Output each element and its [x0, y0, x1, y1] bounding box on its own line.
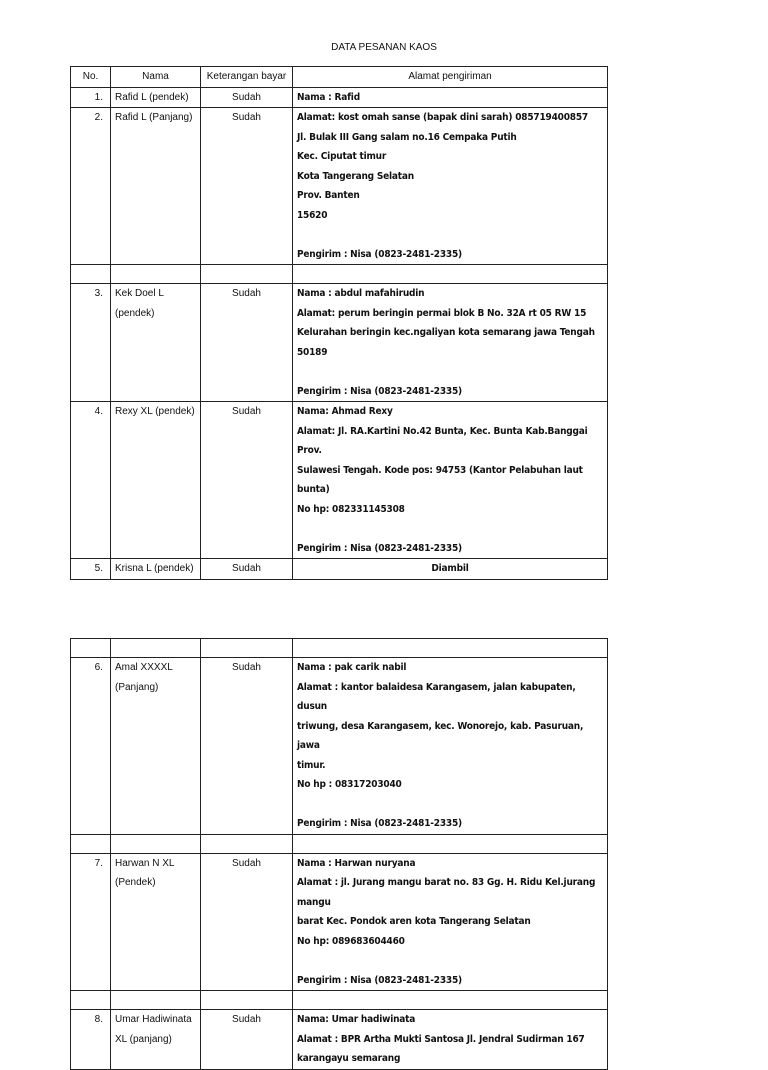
alamat-line: Pengirim : Nisa (0823-2481-2335) — [297, 248, 462, 260]
alamat-line — [297, 362, 603, 382]
cell-keterangan-bayar: Sudah — [201, 853, 293, 991]
order-table-1 — [70, 66, 608, 580]
alamat-line — [297, 951, 603, 971]
cell-nama — [111, 284, 201, 402]
alamat-line: No hp : 08317203040 — [297, 779, 402, 790]
cell-nama — [111, 402, 201, 559]
alamat-line: Pengirim : Nisa (0823-2481-2335) — [297, 542, 462, 554]
alamat-line — [297, 225, 603, 245]
table-row — [71, 853, 608, 991]
cell-no: 1. — [71, 87, 111, 108]
alamat-line: barat Kec. Pondok aren kota Tangerang Selatan — [297, 916, 531, 927]
nama-line: Rafid L (Panjang) — [115, 112, 193, 123]
alamat-line: Alamat : kantor balaidesa Karangasem, jalan kabupaten, dusun — [297, 681, 576, 712]
cell-keterangan-bayar: Sudah — [201, 284, 293, 402]
alamat-line: Kelurahan beringin kec.ngaliyan kota semarang jawa Tengah 50189 — [297, 327, 595, 358]
alamat-line: Jl. Bulak III Gang salam no.16 Cempaka Putih — [297, 131, 517, 143]
cell-keterangan-bayar: Sudah — [201, 559, 293, 580]
cell-alamat — [293, 284, 608, 402]
alamat-line: Alamat : jl. Jurang mangu barat no. 83 Gg. H. Ridu Kel.jurang mangu — [297, 877, 596, 908]
nama-line: Harwan N XL — [115, 857, 175, 869]
table-spacer-row — [71, 991, 608, 1010]
alamat-line: Nama : abdul mafahirudin — [297, 288, 425, 299]
alamat-line: Sulawesi Tengah. Kode pos: 94753 (Kantor Pelabuhan laut bunta) — [297, 464, 583, 495]
header-no: No. — [71, 67, 111, 88]
cell-alamat — [293, 402, 608, 559]
cell-keterangan-bayar: Sudah — [201, 1010, 293, 1070]
nama-line: Rexy XL (pendek) — [115, 406, 195, 417]
cell-alamat — [293, 108, 608, 265]
order-table-2 — [70, 638, 608, 1070]
cell-no: 6. — [71, 658, 111, 835]
cell-keterangan-bayar: Sudah — [201, 658, 293, 835]
cell-no: 5. — [71, 559, 111, 580]
table-row — [71, 402, 608, 559]
alamat-line — [297, 519, 603, 539]
nama-line: (Pendek) — [115, 877, 156, 888]
cell-alamat — [293, 559, 608, 580]
alamat-line: Nama : Rafid — [297, 91, 360, 103]
cell-no: 8. — [71, 1010, 111, 1070]
nama-line: Amal XXXXL — [115, 662, 173, 673]
alamat-line: Pengirim : Nisa (0823-2481-2335) — [297, 385, 462, 397]
alamat-line: Kota Tangerang Selatan — [297, 170, 414, 182]
cell-keterangan-bayar: Sudah — [201, 87, 293, 108]
table-row — [71, 87, 608, 108]
cell-alamat — [293, 1010, 608, 1070]
cell-no: 4. — [71, 402, 111, 559]
alamat-line: triwung, desa Karangasem, kec. Wonorejo, kab. Pasuruan, jawa — [297, 720, 584, 751]
nama-line: Krisna L (pendek) — [115, 563, 194, 574]
cell-nama — [111, 1010, 201, 1070]
alamat-line: 15620 — [297, 209, 328, 221]
nama-line: XL (panjang) — [115, 1033, 172, 1045]
alamat-line: Pengirim : Nisa (0823-2481-2335) — [297, 818, 462, 829]
table-spacer-row — [71, 834, 608, 853]
table-header-row — [71, 67, 608, 88]
cell-no: 2. — [71, 108, 111, 265]
header-bayar: Keterangan bayar — [201, 67, 293, 88]
cell-nama — [111, 108, 201, 265]
document-title: DATA PESANAN KAOS — [331, 42, 437, 53]
alamat-line: timur. — [297, 759, 326, 771]
cell-nama — [111, 853, 201, 991]
cell-alamat — [293, 658, 608, 835]
table-row — [71, 1010, 608, 1070]
cell-alamat — [293, 87, 608, 108]
nama-line: Umar Hadiwinata — [115, 1014, 192, 1025]
alamat-line: Nama: Umar hadiwinata — [297, 1014, 416, 1025]
cell-keterangan-bayar: Sudah — [201, 402, 293, 559]
alamat-line: No hp: 082331145308 — [297, 503, 405, 515]
alamat-line: No hp: 089683604460 — [297, 935, 405, 947]
table-row — [71, 108, 608, 265]
alamat-line: Nama : Harwan nuryana — [297, 857, 416, 869]
alamat-line: Nama : pak carik nabil — [297, 662, 407, 673]
alamat-line: Diambil — [431, 563, 469, 574]
header-alamat: Alamat pengiriman — [293, 67, 608, 88]
alamat-line: Nama: Ahmad Rexy — [297, 406, 393, 417]
alamat-line: Alamat : BPR Artha Mukti Santosa Jl. Jendral Sudirman 167 — [297, 1033, 585, 1045]
cell-no: 7. — [71, 853, 111, 991]
alamat-line: Alamat: perum beringin permai blok B No. 32A rt 05 RW 15 — [297, 307, 587, 319]
nama-line: Rafid L (pendek) — [115, 91, 189, 103]
table-row — [71, 559, 608, 580]
alamat-line: Kec. Ciputat timur — [297, 151, 387, 162]
nama-line: (Panjang) — [115, 681, 159, 693]
table-row — [71, 284, 608, 402]
cell-nama — [111, 87, 201, 108]
cell-keterangan-bayar: Sudah — [201, 108, 293, 265]
alamat-line: Alamat: kost omah sanse (bapak dini sarah) 085719400857 — [297, 112, 588, 123]
header-nama: Nama — [111, 67, 201, 88]
table-spacer-row — [71, 265, 608, 284]
cell-alamat — [293, 853, 608, 991]
cell-no: 3. — [71, 284, 111, 402]
nama-line: (pendek) — [115, 307, 155, 319]
nama-line: Kek Doel L — [115, 288, 164, 299]
table-row — [71, 658, 608, 835]
cell-nama — [111, 559, 201, 580]
table-spacer-row — [71, 639, 608, 658]
alamat-line: karangayu semarang — [297, 1053, 401, 1064]
alamat-line: Prov. Banten — [297, 190, 360, 201]
alamat-line — [297, 795, 603, 815]
alamat-line: Pengirim : Nisa (0823-2481-2335) — [297, 974, 462, 986]
alamat-line: Alamat: Jl. RA.Kartini No.42 Bunta, Kec. Bunta Kab.Banggai Prov. — [297, 425, 588, 456]
cell-nama — [111, 658, 201, 835]
